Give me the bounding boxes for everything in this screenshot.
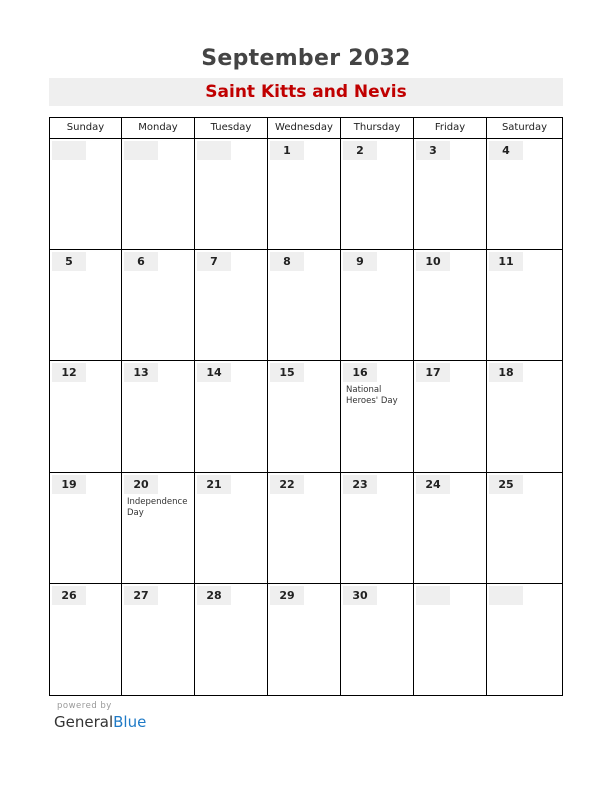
empty-day-cell (50, 139, 122, 250)
day-number: 16 (352, 366, 368, 379)
country-banner (49, 78, 563, 106)
day-number-box (52, 141, 86, 160)
day-cell-13 (122, 361, 195, 473)
day-cell-2 (341, 139, 414, 250)
calendar-grid (49, 117, 563, 696)
day-number: 29 (279, 589, 295, 602)
day-cell-9 (341, 250, 414, 361)
day-number-box (124, 252, 158, 271)
brand-blue: Blue (113, 713, 147, 731)
day-cell-18 (487, 361, 562, 473)
brand-general: General (54, 713, 114, 731)
day-number-box (489, 363, 523, 382)
day-number: 18 (498, 366, 514, 379)
day-cell-1 (268, 139, 341, 250)
day-cell-21 (195, 473, 268, 584)
day-number-box (124, 586, 158, 605)
day-number-box (416, 475, 450, 494)
day-cell-3 (414, 139, 487, 250)
day-number: 20 (133, 478, 149, 491)
day-number: 14 (206, 366, 222, 379)
day-cell-24 (414, 473, 487, 584)
empty-day-cell (122, 139, 195, 250)
holiday-label: National Heroes' Day (346, 385, 398, 406)
day-cell-22 (268, 473, 341, 584)
day-cell-10 (414, 250, 487, 361)
day-number: 11 (498, 255, 514, 268)
day-number-box (343, 475, 377, 494)
day-cell-30 (341, 584, 414, 695)
day-number-box (343, 141, 377, 160)
day-number: 3 (429, 144, 437, 157)
day-number: 12 (61, 366, 77, 379)
day-number: 15 (279, 366, 295, 379)
weekday-header-friday: Friday (414, 118, 487, 139)
day-number: 22 (279, 478, 295, 491)
day-number: 30 (352, 589, 368, 602)
day-cell-8 (268, 250, 341, 361)
day-number-box (124, 141, 158, 160)
empty-day-cell (487, 584, 562, 695)
empty-day-cell (414, 584, 487, 695)
day-number: 7 (210, 255, 218, 268)
day-cell-23 (341, 473, 414, 584)
day-number-box (52, 475, 86, 494)
day-number-box (197, 141, 231, 160)
day-cell-19 (50, 473, 122, 584)
day-cell-7 (195, 250, 268, 361)
day-number-box (489, 141, 523, 160)
weekday-header-sunday: Sunday (50, 118, 122, 139)
day-number: 26 (61, 589, 77, 602)
day-number-box (270, 363, 304, 382)
day-cell-12 (50, 361, 122, 473)
day-cell-28 (195, 584, 268, 695)
empty-day-cell (195, 139, 268, 250)
holiday-label: Independence Day (127, 497, 188, 518)
day-number-box (197, 586, 231, 605)
day-number-box (197, 475, 231, 494)
day-cell-6 (122, 250, 195, 361)
day-number-box (52, 586, 86, 605)
day-number: 23 (352, 478, 368, 491)
day-number: 17 (425, 366, 441, 379)
day-number-box (343, 363, 377, 382)
weekday-header-monday: Monday (122, 118, 195, 139)
weekday-header-thursday: Thursday (341, 118, 414, 139)
day-cell-14 (195, 361, 268, 473)
weekday-header-wednesday: Wednesday (268, 118, 341, 139)
powered-by-label: powered by (57, 701, 112, 711)
day-number-box (416, 586, 450, 605)
day-number-box (197, 252, 231, 271)
day-number: 8 (283, 255, 291, 268)
day-number: 24 (425, 478, 441, 491)
day-cell-17 (414, 361, 487, 473)
day-number: 6 (137, 255, 145, 268)
day-cell-26 (50, 584, 122, 695)
day-number-box (270, 141, 304, 160)
day-cell-11 (487, 250, 562, 361)
day-number-box (197, 363, 231, 382)
day-cell-29 (268, 584, 341, 695)
day-number: 19 (61, 478, 77, 491)
weekday-header-tuesday: Tuesday (195, 118, 268, 139)
page-title: September 2032 (201, 46, 411, 71)
day-number-box (270, 586, 304, 605)
day-cell-16 (341, 361, 414, 473)
day-number-box (124, 363, 158, 382)
day-cell-20 (122, 473, 195, 584)
day-number-box (343, 586, 377, 605)
day-cell-15 (268, 361, 341, 473)
day-number-box (52, 252, 86, 271)
day-number: 5 (65, 255, 73, 268)
day-number: 25 (498, 478, 514, 491)
day-number-box (343, 252, 377, 271)
day-number-box (416, 363, 450, 382)
day-number: 27 (133, 589, 149, 602)
day-number-box (416, 252, 450, 271)
country-name: Saint Kitts and Nevis (205, 82, 407, 102)
day-number-box (489, 252, 523, 271)
day-number-box (52, 363, 86, 382)
day-cell-5 (50, 250, 122, 361)
day-number: 21 (206, 478, 222, 491)
day-cell-4 (487, 139, 562, 250)
weekday-header-saturday: Saturday (487, 118, 562, 139)
day-number: 4 (502, 144, 510, 157)
day-number: 13 (133, 366, 149, 379)
day-number: 2 (356, 144, 364, 157)
day-number-box (270, 475, 304, 494)
day-number-box (416, 141, 450, 160)
day-number: 28 (206, 589, 222, 602)
day-cell-25 (487, 473, 562, 584)
day-number-box (270, 252, 304, 271)
day-number: 9 (356, 255, 364, 268)
day-number: 10 (425, 255, 441, 268)
day-number: 1 (283, 144, 291, 157)
day-number-box (124, 475, 158, 494)
generalblue-logo[interactable] (54, 713, 146, 731)
day-cell-27 (122, 584, 195, 695)
day-number-box (489, 586, 523, 605)
day-number-box (489, 475, 523, 494)
